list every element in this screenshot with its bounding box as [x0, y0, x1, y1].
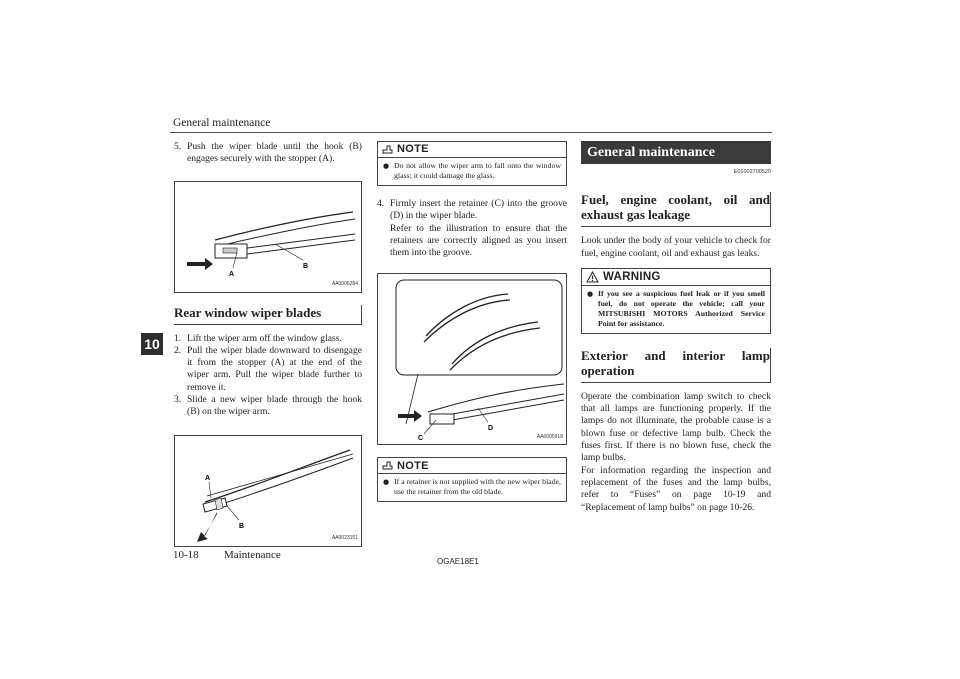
retainer-figure: [377, 273, 567, 445]
rear-wiper-figure: [174, 435, 362, 547]
warning-body: ● If you see a suspicious fuel leak or if you smell fuel, do not operate the vehicle; call your MITSUBISHI MOTORS Authorized Service Point for assistance.: [587, 288, 765, 328]
wiper-hook-figure: [174, 181, 362, 293]
note-box-1: [377, 141, 567, 186]
right-column: [581, 141, 771, 514]
left-column: [174, 141, 362, 547]
footer-chapter: Maintenance: [224, 549, 281, 561]
bullet-icon: ●: [383, 162, 390, 170]
chapter-tab: 10: [141, 333, 163, 355]
note-header: NOTE: [378, 142, 566, 158]
warning-header: WARNING: [582, 269, 770, 286]
note-box-2: [377, 457, 567, 502]
figure-code: AA0005918: [536, 434, 563, 441]
retainer-illustration: [378, 274, 566, 444]
lamp-operation-heading: Exterior and interior lamp operation: [581, 348, 771, 383]
note-hand-icon: [382, 460, 393, 471]
fuel-leak-text: Look under the body of your vehicle to check for fuel, engine coolant, oil and exhaust gas leaks.: [581, 235, 771, 259]
note-body: ● If a retainer is not supplied with the new wiper blade, use the retainer from the old blade.: [383, 477, 561, 497]
rear-wiper-heading: Rear window wiper blades: [174, 305, 362, 325]
label-d: D: [488, 425, 494, 433]
figure-code: AA0023151: [331, 535, 358, 542]
step-5: 5. Push the wiper blade until the hook (B) engages securely with the stopper (A).: [174, 141, 362, 165]
label-a: A: [205, 474, 211, 482]
label-c: C: [418, 435, 424, 443]
wiper-hook-illustration: [175, 182, 361, 292]
bullet-icon: ●: [587, 289, 594, 298]
rear-wiper-steps: [174, 333, 362, 419]
warning-triangle-icon: [586, 271, 599, 283]
warning-box: [581, 268, 771, 334]
footer-doc-code: OGAE18E1: [437, 557, 479, 566]
note-hand-icon: [382, 144, 393, 155]
note-header: NOTE: [378, 458, 566, 474]
middle-column: [377, 141, 567, 502]
bullet-icon: ●: [383, 478, 390, 487]
step-4: 4. Firmly insert the retainer (C) into the groove (D) in the wiper blade. Refer to the illustration to ensure that the retainers are correctly aligned as you insert them into the groove.: [377, 198, 567, 259]
footer-page-number: 10-18: [173, 549, 199, 561]
lamp-operation-text-1: Operate the combination lamp switch to check that all lamps are functioning properly. If the lamps do not illuminate, the probable cause is a blown fuse or defective lamp bulb. Check the fuses first. If there is no blown fuse, check the lamp bulbs.: [581, 390, 771, 464]
note-body: ● Do not allow the wiper arm to fall onto the window glass; it could damage the glass.: [383, 161, 561, 180]
figure-code: AA0006284: [331, 281, 358, 288]
header-rule: [170, 132, 772, 133]
step-3: 3. Slide a new wiper blade through the hook (B) on the wiper arm.: [174, 394, 362, 418]
running-header-title: General maintenance: [173, 117, 271, 129]
label-b: B: [239, 522, 245, 530]
rear-wiper-illustration: [175, 436, 361, 546]
step-1: 1. Lift the wiper arm off the window glass.: [174, 332, 342, 344]
step-2: 2. Pull the wiper blade downward to disengage it from the stopper (A) at the end of the wiper arm. Pull the wiper blade further to remove it.: [174, 344, 362, 393]
section-code: E01002700520: [733, 169, 771, 175]
label-b: B: [303, 262, 309, 270]
lamp-operation-text-2: For information regarding the inspection and replacement of the fuses and the lamp bulbs, refer to “Fuses” on page 10-19 and “Replacement of lamp bulbs” on page 10-26.: [581, 464, 771, 513]
fuel-leak-heading: Fuel, engine coolant, oil and exhaust gas leakage: [581, 192, 771, 227]
label-a: A: [229, 270, 235, 278]
general-maintenance-banner: General maintenance: [581, 141, 771, 164]
